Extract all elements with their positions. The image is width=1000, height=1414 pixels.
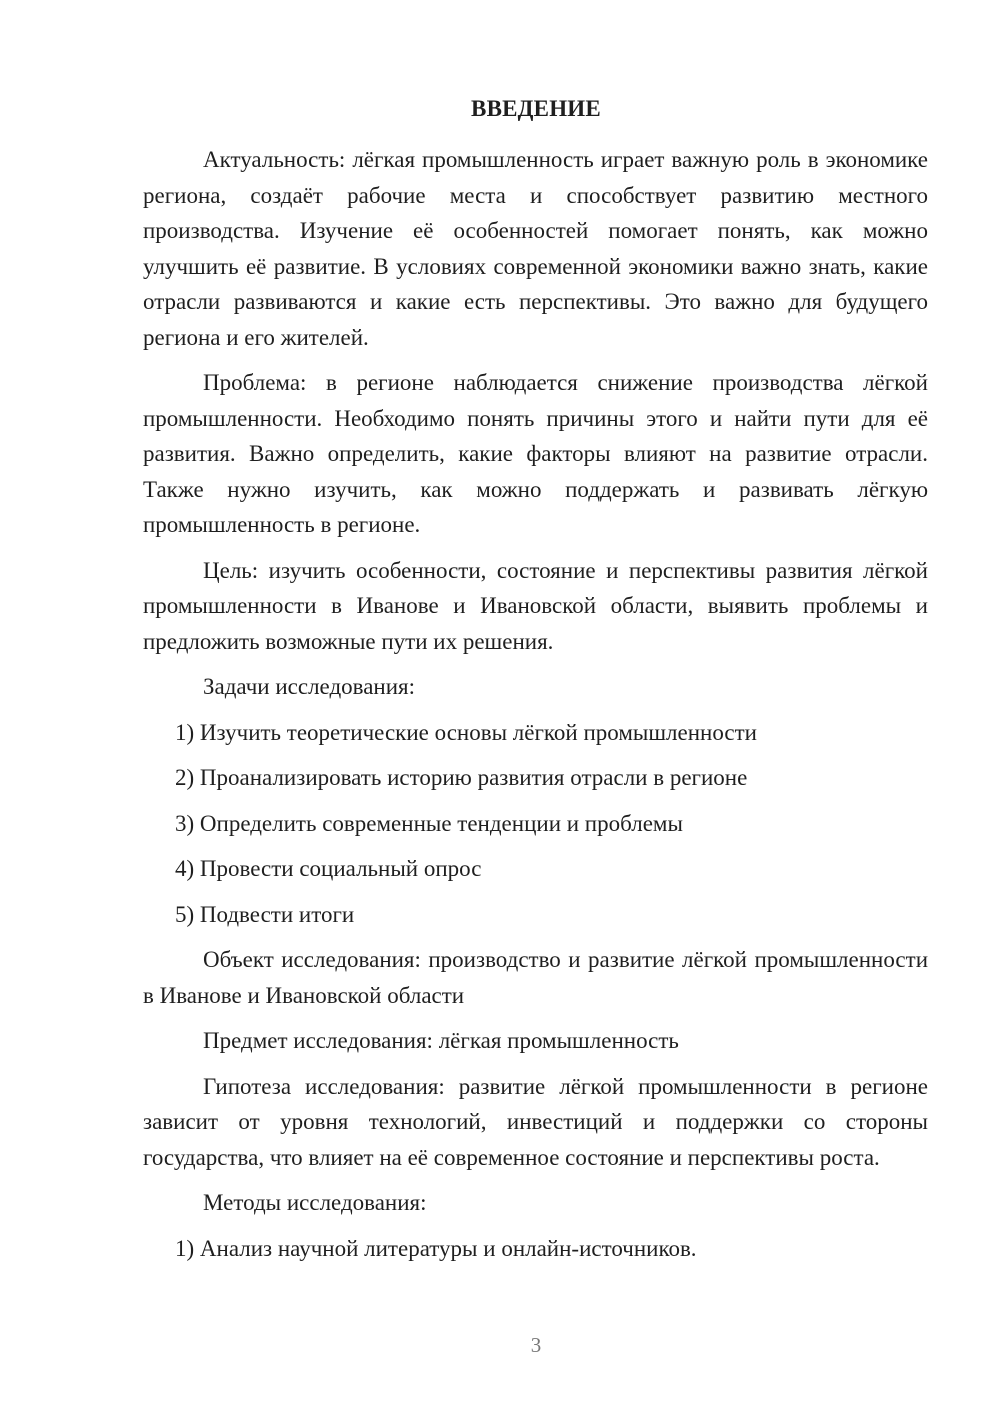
task-item: 5) Подвести итоги [175, 901, 355, 927]
problem-paragraph: Проблема: в регионе наблюдается снижение производства лёгкой промышленности. Необходимо понять причины этого и найти пути для её развития. Важно определить, какие факторы влияют на развитие отрасли. Также нужно изучить, как можно поддержать и развивать лёгкую промышленность в регионе. [143, 370, 928, 537]
task-item: 4) Провести социальный опрос [175, 856, 482, 881]
task-item: 1) Изучить теоретические основы лёгкой промышленности [175, 719, 757, 745]
tasks-heading: Задачи исследования: [203, 674, 416, 699]
subject-paragraph: Предмет исследования: лёгкая промышленность [203, 1028, 679, 1053]
document-body [143, 142, 928, 1276]
methods-heading: Методы исследования: [203, 1190, 427, 1215]
relevance-paragraph: Актуальность: лёгкая промышленность играет важную роль в экономике региона, создаёт рабочие места и способствует развитию местного производства. Изучение её особенностей помогает понять, как можно улучшить её развитие. В условиях современной экономики важно знать, какие отрасли развиваются и какие есть перспективы. Это важно для будущего региона и его жителей. [143, 147, 928, 350]
hypothesis-paragraph: Гипотеза исследования: развитие лёгкой промышленности в регионе зависит от уровня технологий, инвестиций и поддержки со стороны государства, что влияет на её современное состояние и перспективы роста. [143, 1073, 928, 1170]
goal-paragraph: Цель: изучить особенности, состояние и перспективы развития лёгкой промышленности в Иванове и Ивановской области, выявить проблемы и предложить возможные пути их решения. [143, 557, 928, 654]
object-paragraph: Объект исследования: производство и развитие лёгкой промышленности в Иванове и Ивановской области [143, 947, 928, 1008]
method-item: 1) Анализ научной литературы и онлайн-источников. [175, 1235, 697, 1261]
task-item: 2) Проанализировать историю развития отрасли в регионе [175, 765, 748, 790]
task-item: 3) Определить современные тенденции и проблемы [175, 810, 683, 836]
page-title: ВВЕДЕНИЕ [471, 96, 601, 121]
page-number: 3 [530, 1333, 542, 1357]
